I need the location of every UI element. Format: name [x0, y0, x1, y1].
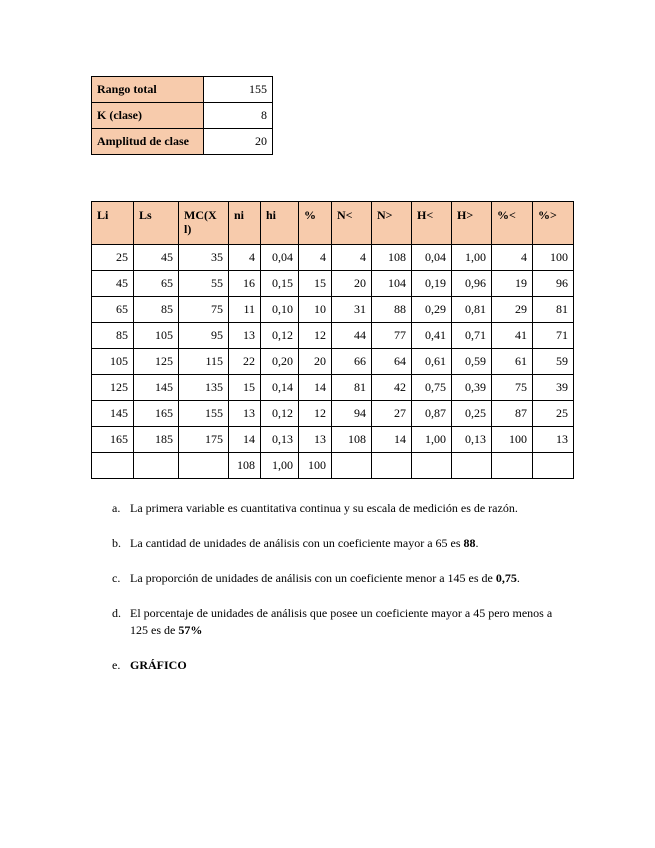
answer-value: 57%	[178, 623, 203, 637]
table-cell: 81	[332, 375, 372, 401]
table-cell: 20	[299, 349, 332, 375]
table-cell: 85	[92, 323, 134, 349]
summary-row	[92, 129, 273, 155]
table-cell: 64	[372, 349, 412, 375]
table-cell: 125	[92, 375, 134, 401]
table-cell: 75	[179, 297, 229, 323]
table-cell: 4	[332, 245, 372, 271]
table-cell: 0,14	[261, 375, 299, 401]
table-cell: 12	[299, 401, 332, 427]
table-cell: 0,81	[452, 297, 492, 323]
table-cell: 1,00	[412, 427, 452, 453]
table-cell: 55	[179, 271, 229, 297]
summary-label: Amplitud de clase	[92, 129, 204, 155]
table-cell: 13	[533, 427, 574, 453]
table-row	[92, 427, 574, 453]
table-cell: 15	[299, 271, 332, 297]
table-cell: 0,12	[261, 401, 299, 427]
table-cell	[492, 453, 533, 479]
table-cell: 61	[492, 349, 533, 375]
table-cell: 4	[299, 245, 332, 271]
table-cell: 15	[229, 375, 261, 401]
table-cell: 10	[299, 297, 332, 323]
table-cell: 0,71	[452, 323, 492, 349]
table-cell: 35	[179, 245, 229, 271]
table-cell: 85	[134, 297, 179, 323]
table-cell: 14	[372, 427, 412, 453]
table-cell	[332, 453, 372, 479]
section-heading: GRÁFICO	[130, 658, 187, 672]
summary-value: 155	[204, 77, 273, 103]
table-cell: 45	[92, 271, 134, 297]
table-cell: 13	[299, 427, 332, 453]
list-text: La cantidad de unidades de análisis con un coeficiente mayor a 65 es	[130, 536, 464, 550]
list-text: El porcentaje de unidades de análisis que posee un coeficiente mayor a 45 pero menos a 125 es de	[130, 606, 553, 637]
table-cell: 145	[92, 401, 134, 427]
list-item-e	[112, 657, 562, 674]
table-cell: 95	[179, 323, 229, 349]
table-cell: 165	[134, 401, 179, 427]
table-cell: 175	[179, 427, 229, 453]
table-cell: 100	[492, 427, 533, 453]
list-marker: e.	[112, 658, 121, 672]
table-cell: 125	[134, 349, 179, 375]
column-header: ni	[229, 202, 261, 245]
table-cell: 0,96	[452, 271, 492, 297]
list-marker: a.	[112, 501, 121, 515]
frequency-table	[91, 201, 574, 479]
list-marker: d.	[112, 606, 121, 620]
table-header-row	[92, 202, 574, 245]
table-cell: 165	[92, 427, 134, 453]
table-cell: 4	[229, 245, 261, 271]
table-cell: 100	[533, 245, 574, 271]
table-cell: 115	[179, 349, 229, 375]
list-item-c: c. La proporción de unidades de análisis con un coeficiente menor a 145 es de 0,75.	[112, 571, 520, 585]
table-cell: 20	[332, 271, 372, 297]
table-cell: 71	[533, 323, 574, 349]
table-cell: 0,04	[412, 245, 452, 271]
table-cell: 100	[299, 453, 332, 479]
column-header: %<	[492, 202, 533, 245]
table-row	[92, 245, 574, 271]
table-cell: 0,13	[452, 427, 492, 453]
list-item-d	[112, 605, 562, 639]
answer-value: 88	[463, 536, 476, 550]
table-cell	[452, 453, 492, 479]
answer-list	[112, 500, 562, 692]
table-cell: 0,25	[452, 401, 492, 427]
summary-value: 20	[204, 129, 273, 155]
table-cell: 11	[229, 297, 261, 323]
table-cell: 108	[372, 245, 412, 271]
summary-label: K (clase)	[92, 103, 204, 129]
table-cell: 25	[92, 245, 134, 271]
table-cell: 0,04	[261, 245, 299, 271]
table-cell: 25	[533, 401, 574, 427]
summary-label: Rango total	[92, 77, 204, 103]
table-cell: 19	[492, 271, 533, 297]
table-cell: 104	[372, 271, 412, 297]
table-cell	[533, 453, 574, 479]
table-cell	[134, 453, 179, 479]
table-cell: 39	[533, 375, 574, 401]
table-cell: 75	[492, 375, 533, 401]
list-item-a	[112, 500, 562, 517]
table-cell: 108	[229, 453, 261, 479]
table-cell: 45	[134, 245, 179, 271]
table-cell: 13	[229, 401, 261, 427]
table-cell: 0,59	[452, 349, 492, 375]
table-cell: 16	[229, 271, 261, 297]
table-row	[92, 297, 574, 323]
table-row	[92, 271, 574, 297]
column-header: MC(Xl)	[179, 202, 229, 245]
table-cell: 0,29	[412, 297, 452, 323]
list-item-b: b. La cantidad de unidades de análisis con un coeficiente mayor a 65 es 88.	[112, 536, 479, 550]
table-cell: 77	[372, 323, 412, 349]
summary-value: 8	[204, 103, 273, 129]
table-cell: 105	[92, 349, 134, 375]
table-cell: 4	[492, 245, 533, 271]
table-row	[92, 349, 574, 375]
table-cell: 88	[372, 297, 412, 323]
table-cell: 66	[332, 349, 372, 375]
table-cell: 94	[332, 401, 372, 427]
table-cell: 65	[134, 271, 179, 297]
table-cell: 108	[332, 427, 372, 453]
table-cell: 65	[92, 297, 134, 323]
table-cell: 0,87	[412, 401, 452, 427]
summary-row	[92, 77, 273, 103]
table-cell: 105	[134, 323, 179, 349]
table-cell: 1,00	[261, 453, 299, 479]
table-cell: 29	[492, 297, 533, 323]
column-header: N<	[332, 202, 372, 245]
table-cell: 13	[229, 323, 261, 349]
table-cell: 1,00	[452, 245, 492, 271]
table-cell: 14	[299, 375, 332, 401]
column-header: hi	[261, 202, 299, 245]
table-cell: 59	[533, 349, 574, 375]
column-header: Li	[92, 202, 134, 245]
table-cell: 42	[372, 375, 412, 401]
table-cell: 0,19	[412, 271, 452, 297]
table-cell: 22	[229, 349, 261, 375]
table-cell: 0,15	[261, 271, 299, 297]
summary-row	[92, 103, 273, 129]
table-cell	[412, 453, 452, 479]
table-cell: 155	[179, 401, 229, 427]
list-marker: c.	[112, 571, 121, 585]
table-cell: 81	[533, 297, 574, 323]
answer-value: 0,75	[495, 571, 517, 585]
table-cell: 0,13	[261, 427, 299, 453]
table-cell: 0,61	[412, 349, 452, 375]
column-header: Ls	[134, 202, 179, 245]
table-cell: 41	[492, 323, 533, 349]
table-cell: 31	[332, 297, 372, 323]
totals-row	[92, 453, 574, 479]
column-header: H<	[412, 202, 452, 245]
table-row	[92, 401, 574, 427]
table-cell: 27	[372, 401, 412, 427]
list-text: La proporción de unidades de análisis con un coeficiente menor a 145 es de	[130, 571, 496, 585]
table-cell: 12	[299, 323, 332, 349]
table-cell: 135	[179, 375, 229, 401]
table-cell: 0,10	[261, 297, 299, 323]
table-cell: 0,41	[412, 323, 452, 349]
list-text: La primera variable es cuantitativa continua y su escala de medición es de razón.	[130, 501, 518, 515]
column-header: %>	[533, 202, 574, 245]
table-cell: 0,75	[412, 375, 452, 401]
table-cell: 0,39	[452, 375, 492, 401]
column-header: N>	[372, 202, 412, 245]
summary-table	[91, 76, 273, 155]
table-cell: 87	[492, 401, 533, 427]
list-marker: b.	[112, 536, 121, 550]
table-cell: 0,20	[261, 349, 299, 375]
table-cell	[372, 453, 412, 479]
table-cell: 14	[229, 427, 261, 453]
column-header: H>	[452, 202, 492, 245]
table-cell: 185	[134, 427, 179, 453]
table-cell: 145	[134, 375, 179, 401]
table-cell	[179, 453, 229, 479]
table-cell: 44	[332, 323, 372, 349]
table-cell	[92, 453, 134, 479]
table-row	[92, 375, 574, 401]
column-header: %	[299, 202, 332, 245]
table-cell: 0,12	[261, 323, 299, 349]
table-row	[92, 323, 574, 349]
table-cell: 96	[533, 271, 574, 297]
